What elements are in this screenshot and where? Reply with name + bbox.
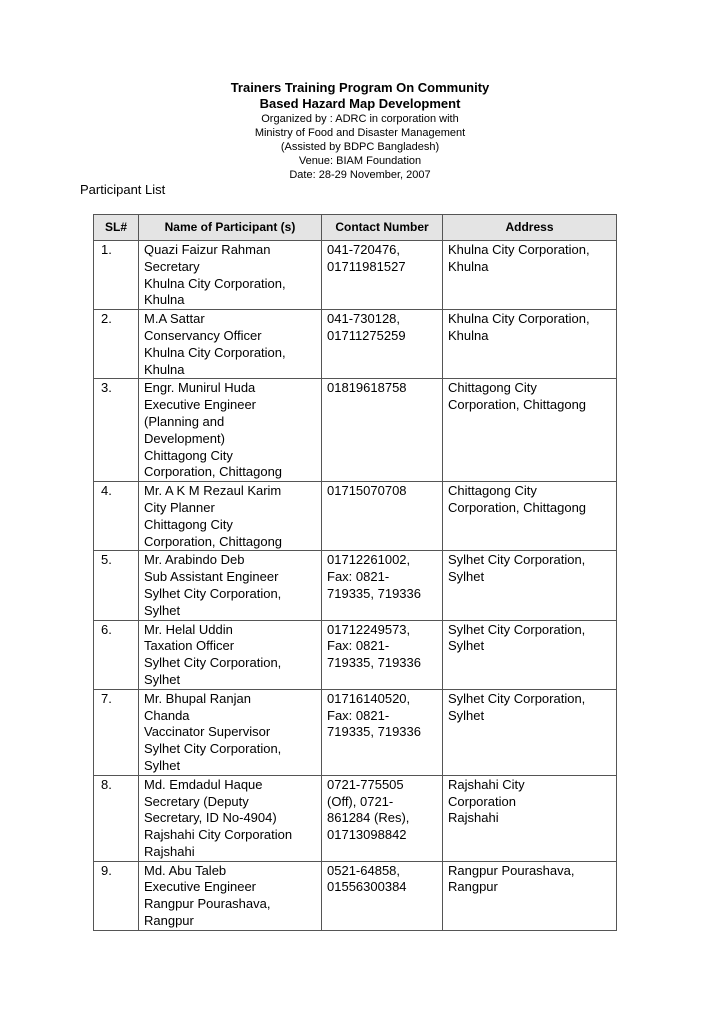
name-line: Secretary, ID No-4904) [144,810,277,826]
name-cell [139,551,322,620]
address-line: Corporation, Chittagong [448,397,587,413]
document-header [0,80,720,182]
name-cell [139,310,322,379]
sl-cell: 6. [94,620,139,689]
contact-line: 01711275259 [327,327,406,343]
name-line: Executive Engineer [144,397,257,413]
participant-list-label: Participant List [80,182,166,197]
table-body [94,241,617,931]
contact-line: 719335, 719336 [327,655,421,671]
address-cell [443,379,617,482]
name-line: Taxation Officer [144,638,235,654]
name-line: Chittagong City [144,516,233,532]
contact-cell [322,689,443,775]
name-line: Sylhet [144,671,181,687]
name-line: Rajshahi [144,843,195,859]
contact-cell [322,861,443,930]
contact-cell [322,551,443,620]
address-line: Khulna [448,327,489,343]
address-line: Rangpur [448,879,498,895]
venue: Venue: BIAM Foundation [298,155,422,167]
name-line: M.A Sattar [144,311,205,327]
name-line: (Planning and [144,413,225,429]
sl-cell: 3. [94,379,139,482]
table-row [94,482,617,551]
address-cell [443,775,617,861]
contact-line: 01819618758 [327,380,407,396]
title-line-2: Based Hazard Map Development [259,96,461,111]
name-line: Sylhet City Corporation, [144,585,282,601]
name-line: Md. Emdadul Haque [144,776,263,792]
address-cell [443,620,617,689]
name-line: Md. Abu Taleb [144,862,227,878]
contact-line: 0521-64858, [327,862,401,878]
name-line: Corporation, Chittagong [144,533,283,549]
name-line: Sylhet [144,602,181,618]
contact-line: 861284 (Res), [327,810,410,826]
sl-cell: 8. [94,775,139,861]
address-line: Rajshahi City [448,776,525,792]
address-cell [443,241,617,310]
sl-cell: 4. [94,482,139,551]
name-line: Sylhet City Corporation, [144,741,282,757]
address-line: Khulna [448,258,489,274]
contact-line: 01715070708 [327,483,407,499]
address-line: Rajshahi [448,810,499,826]
address-cell [443,310,617,379]
table-row [94,379,617,482]
name-line: Development) [144,430,225,446]
name-line: City Planner [144,499,215,515]
name-cell [139,689,322,775]
sl-cell: 5. [94,551,139,620]
name-line: Secretary (Deputy [144,793,249,809]
participant-table [93,214,617,931]
sl-cell: 2. [94,310,139,379]
address-line: Sylhet [448,569,485,585]
table-row [94,775,617,861]
table-row [94,861,617,930]
name-line: Sylhet [144,757,181,773]
contact-line: (Off), 0721- [327,793,394,809]
name-line: Rajshahi City Corporation [144,827,293,843]
assisted-by: (Assisted by BDPC Bangladesh) [280,141,440,153]
name-cell [139,620,322,689]
name-line: Khulna [144,292,185,308]
address-line: Rangpur Pourashava, [448,862,575,878]
name-line: Sylhet City Corporation, [144,655,282,671]
column-header-contact: Contact Number [322,215,443,241]
name-line: Secretary [144,258,200,274]
name-line: Rangpur Pourashava, [144,896,271,912]
table-row [94,620,617,689]
name-line: Rangpur [144,913,194,929]
table-row [94,241,617,310]
name-line: Chanda [144,707,190,723]
address-line: Sylhet City Corporation, [448,552,586,568]
title-line-1: Trainers Training Program On Community [230,80,490,95]
name-line: Conservancy Officer [144,327,262,343]
contact-cell [322,620,443,689]
table-row [94,551,617,620]
address-cell [443,551,617,620]
contact-line: Fax: 0821- [327,569,390,585]
contact-cell [322,241,443,310]
address-line: Corporation, Chittagong [448,499,587,515]
address-line: Sylhet [448,707,485,723]
contact-line: Fax: 0821- [327,638,390,654]
contact-line: 01712261002, [327,552,411,568]
name-line: Quazi Faizur Rahman [144,242,271,257]
address-cell [443,689,617,775]
contact-line: 01713098842 [327,827,407,843]
name-line: Mr. Bhupal Ranjan [144,690,251,706]
contact-line: 041-730128, [327,311,401,327]
address-line: Chittagong City [448,380,537,396]
ministry: Ministry of Food and Disaster Management [254,127,466,139]
contact-line: 01716140520, [327,690,411,706]
column-header-address: Address [443,215,617,241]
contact-line: 0721-775505 [327,776,404,792]
name-cell [139,241,322,310]
contact-line: 719335, 719336 [327,724,421,740]
contact-line: 719335, 719336 [327,585,421,601]
name-line: Mr. A K M Rezaul Karim [144,483,282,499]
name-line: Executive Engineer [144,879,257,895]
address-line: Khulna City Corporation, [448,311,590,327]
sl-cell: 7. [94,689,139,775]
address-line: Chittagong City [448,483,537,499]
contact-cell [322,310,443,379]
name-line: Corporation, Chittagong [144,464,283,480]
contact-line: 01712249573, [327,621,411,637]
name-line: Sub Assistant Engineer [144,569,279,585]
name-cell [139,775,322,861]
name-cell [139,861,322,930]
address-line: Sylhet City Corporation, [448,690,586,706]
name-line: Engr. Munirul Huda [144,380,256,396]
table-row [94,310,617,379]
name-cell [139,379,322,482]
name-cell [139,482,322,551]
name-line: Khulna City Corporation, [144,344,286,360]
contact-line: 01556300384 [327,879,407,895]
date: Date: 28-29 November, 2007 [289,169,431,181]
name-line: Khulna City Corporation, [144,275,286,291]
contact-line: Fax: 0821- [327,707,390,723]
contact-cell [322,775,443,861]
name-line: Chittagong City [144,447,233,463]
sl-cell: 9. [94,861,139,930]
contact-line: 01711981527 [327,258,406,274]
name-line: Mr. Helal Uddin [144,621,233,637]
sl-cell: 1. [94,241,139,310]
address-cell [443,861,617,930]
organized-by: Organized by : ADRC in corporation with [261,113,459,125]
column-header-sl: SL# [94,215,139,241]
table-row [94,689,617,775]
address-line: Khulna City Corporation, [448,242,590,257]
address-line: Sylhet [448,638,485,654]
contact-cell [322,379,443,482]
table-header-row [94,215,617,241]
column-header-name: Name of Participant (s) [139,215,322,241]
name-line: Khulna [144,361,185,377]
contact-cell [322,482,443,551]
name-line: Vaccinator Supervisor [144,724,271,740]
name-line: Mr. Arabindo Deb [144,552,245,568]
address-cell [443,482,617,551]
address-line: Sylhet City Corporation, [448,621,586,637]
address-line: Corporation [448,793,516,809]
contact-line: 041-720476, [327,242,401,257]
